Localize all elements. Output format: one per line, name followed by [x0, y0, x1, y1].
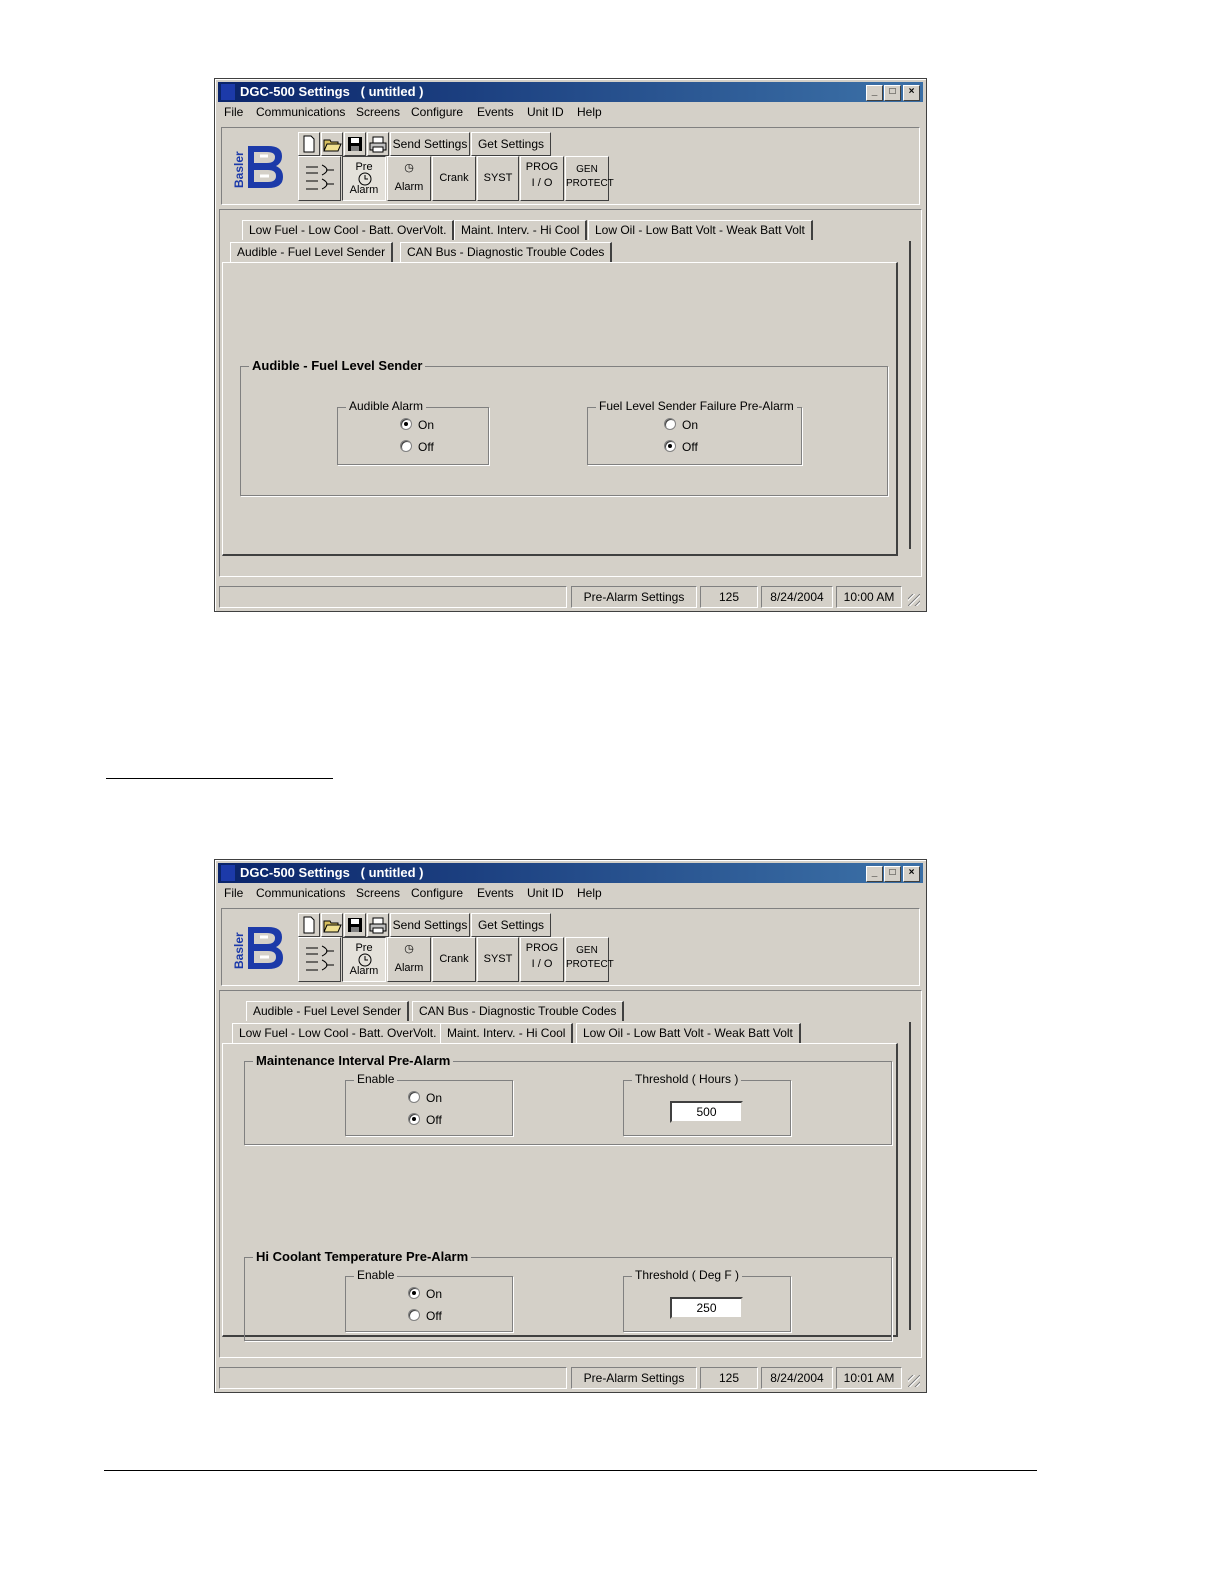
save-file-button[interactable]	[344, 132, 366, 156]
status-bar	[219, 586, 922, 608]
crank-screen-button[interactable]: Crank	[432, 937, 476, 982]
status-screen-name: Pre-Alarm Settings	[571, 1367, 697, 1389]
maximize-button[interactable]: □	[884, 866, 901, 882]
radio-label: Off	[426, 1113, 442, 1127]
client-area	[219, 209, 922, 577]
gen-protect-screen-button[interactable]	[565, 156, 614, 201]
status-date: 8/24/2004	[761, 1367, 833, 1389]
maint-threshold-label: Threshold ( Hours )	[632, 1072, 741, 1086]
prog-label: PROG	[525, 161, 559, 173]
status-screen-name: Pre-Alarm Settings	[571, 586, 697, 608]
gen-protect-screen-button[interactable]	[565, 937, 614, 982]
radio-label: On	[426, 1091, 443, 1105]
coolant-on-radio[interactable]	[408, 1287, 442, 1301]
basler-logo	[230, 923, 286, 973]
open-file-button[interactable]	[321, 132, 343, 156]
radio-button[interactable]	[408, 1287, 420, 1299]
maint-off-radio[interactable]	[408, 1113, 442, 1127]
gen-label: GEN	[576, 164, 598, 175]
menu-help[interactable]: Help	[577, 886, 602, 900]
menu-configure[interactable]: Configure	[411, 886, 464, 900]
maint-threshold-group	[623, 1072, 791, 1136]
tab-low-fuel[interactable]: Low Fuel - Low Cool - Batt. OverVolt.	[232, 1023, 444, 1043]
coolant-threshold-input[interactable]: 250	[670, 1297, 743, 1319]
logo-text: Basler	[232, 932, 246, 969]
save-disk-icon	[345, 133, 365, 155]
radio-label: Off	[418, 440, 434, 454]
alarm-screen-button[interactable]	[387, 937, 431, 982]
maint-on-radio[interactable]	[408, 1091, 442, 1105]
send-settings-button[interactable]: Send Settings	[390, 913, 470, 937]
coolant-threshold-group	[623, 1268, 791, 1332]
tab-can-bus[interactable]: CAN Bus - Diagnostic Trouble Codes	[400, 242, 612, 262]
close-button[interactable]: ×	[903, 866, 920, 882]
coolant-enable-group	[345, 1268, 513, 1332]
status-value: 125	[700, 1367, 758, 1389]
radio-button[interactable]	[664, 440, 676, 452]
open-file-button[interactable]	[321, 913, 343, 937]
logic-gate-icon	[302, 161, 338, 197]
resize-grip[interactable]	[908, 594, 920, 606]
alarm-label: Alarm	[394, 181, 424, 193]
menu-unit-id[interactable]: Unit ID	[527, 886, 564, 900]
menu-help[interactable]: Help	[577, 105, 602, 119]
resize-grip[interactable]	[908, 1375, 920, 1387]
io-label: I / O	[531, 958, 553, 970]
tab-can-bus[interactable]: CAN Bus - Diagnostic Trouble Codes	[412, 1001, 624, 1021]
section-rule	[106, 778, 333, 779]
logic-screen-button[interactable]	[298, 156, 341, 201]
send-settings-button[interactable]: Send Settings	[390, 132, 470, 156]
tab-low-oil[interactable]: Low Oil - Low Batt Volt - Weak Batt Volt	[576, 1023, 801, 1043]
crank-screen-button[interactable]: Crank	[432, 156, 476, 201]
tab-maint-interv[interactable]: Maint. Interv. - Hi Cool	[454, 220, 587, 240]
coolant-threshold-label: Threshold ( Deg F )	[632, 1268, 742, 1282]
new-file-button[interactable]	[298, 913, 320, 937]
print-button[interactable]	[367, 132, 389, 156]
app-icon	[221, 865, 235, 881]
coolant-off-radio[interactable]	[408, 1309, 442, 1323]
audible-alarm-label: Audible Alarm	[346, 399, 426, 413]
maximize-button[interactable]: □	[884, 85, 901, 101]
client-area	[219, 990, 922, 1358]
menu-events[interactable]: Events	[477, 886, 514, 900]
status-date: 8/24/2004	[761, 586, 833, 608]
status-time: 10:01 AM	[836, 1367, 902, 1389]
prog-io-screen-button[interactable]	[520, 156, 564, 201]
pre-alarm-screen-button[interactable]	[342, 156, 386, 201]
window-title: DGC-500 Settings ( untitled )	[240, 865, 424, 880]
new-file-button[interactable]	[298, 132, 320, 156]
get-settings-button[interactable]: Get Settings	[471, 913, 551, 937]
tab-audible-fuel-sender[interactable]: Audible - Fuel Level Sender	[246, 1001, 409, 1021]
fuel-sender-failure-group	[587, 399, 802, 465]
menu-file[interactable]: File	[224, 886, 244, 900]
syst-screen-button[interactable]: SYST	[477, 937, 519, 982]
pre-alarm-label-top: Pre	[355, 942, 373, 954]
settings-window-1	[214, 78, 927, 612]
radio-label: Off	[682, 440, 698, 454]
protect-label: PROTECT	[566, 959, 614, 970]
close-button[interactable]: ×	[903, 85, 920, 101]
menu-communications[interactable]: Communications	[256, 105, 346, 119]
printer-icon	[368, 914, 388, 936]
menu-configure[interactable]: Configure	[411, 105, 464, 119]
hi-coolant-title: Hi Coolant Temperature Pre-Alarm	[253, 1249, 471, 1264]
clock-icon	[358, 953, 372, 967]
syst-screen-button[interactable]: SYST	[477, 156, 519, 201]
clock-icon	[358, 172, 372, 186]
save-disk-icon	[345, 914, 365, 936]
menu-screens[interactable]: Screens	[356, 105, 401, 119]
menu-events[interactable]: Events	[477, 105, 514, 119]
radio-label: On	[418, 418, 435, 432]
maintenance-interval-title: Maintenance Interval Pre-Alarm	[253, 1053, 453, 1068]
menu-file[interactable]: File	[224, 105, 244, 119]
protect-label: PROTECT	[566, 178, 614, 189]
radio-button[interactable]	[408, 1309, 420, 1321]
alarm-screen-button[interactable]	[387, 156, 431, 201]
radio-button[interactable]	[664, 418, 676, 430]
radio-button[interactable]	[408, 1091, 420, 1103]
save-file-button[interactable]	[344, 913, 366, 937]
tab-low-fuel[interactable]: Low Fuel - Low Cool - Batt. OverVolt.	[242, 220, 454, 240]
fuel-sender-off-radio[interactable]	[664, 440, 698, 454]
toolbar	[221, 127, 920, 205]
menu-unit-id[interactable]: Unit ID	[527, 105, 564, 119]
radio-label: Off	[426, 1309, 442, 1323]
maint-enable-label: Enable	[354, 1072, 397, 1086]
prog-label: PROG	[525, 942, 559, 954]
audible-fuel-sender-group	[240, 358, 888, 496]
audible-on-radio[interactable]	[400, 418, 434, 432]
menu-screens[interactable]: Screens	[356, 886, 401, 900]
prog-io-screen-button[interactable]	[520, 937, 564, 982]
logic-gate-icon	[302, 942, 338, 978]
alarm-label: Alarm	[394, 962, 424, 974]
alarm-clock-glyph: ◷	[404, 162, 414, 174]
minimize-button[interactable]: _	[866, 866, 883, 882]
logo-text: Basler	[232, 151, 246, 188]
app-icon	[221, 84, 235, 100]
title-bar[interactable]	[218, 863, 923, 883]
radio-label: On	[682, 418, 699, 432]
tab-label: Maint. Interv. - Hi Cool	[447, 1026, 566, 1040]
io-label: I / O	[531, 177, 553, 189]
status-time: 10:00 AM	[836, 586, 902, 608]
maint-enable-group	[345, 1072, 513, 1136]
radio-button[interactable]	[400, 440, 412, 452]
status-bar	[219, 1367, 922, 1389]
tab-label: Audible - Fuel Level Sender	[237, 245, 386, 259]
get-settings-button[interactable]: Get Settings	[471, 132, 551, 156]
fuel-sender-on-radio[interactable]	[664, 418, 698, 432]
status-panel-empty	[219, 586, 567, 608]
radio-button[interactable]	[408, 1113, 420, 1125]
status-panel-empty	[219, 1367, 567, 1389]
pre-alarm-label-bottom: Alarm	[349, 184, 379, 196]
radio-button[interactable]	[400, 418, 412, 430]
title-bar[interactable]	[218, 82, 923, 102]
open-folder-icon	[322, 133, 342, 155]
logic-screen-button[interactable]	[298, 937, 341, 982]
new-file-icon	[299, 914, 319, 936]
basler-logo	[230, 142, 286, 192]
group-title: Audible - Fuel Level Sender	[249, 358, 425, 373]
pre-alarm-label-bottom: Alarm	[349, 965, 379, 977]
status-value: 125	[700, 586, 758, 608]
audible-off-radio[interactable]	[400, 440, 434, 454]
settings-window-2	[214, 859, 927, 1393]
alarm-clock-glyph: ◷	[404, 943, 414, 955]
open-folder-icon	[322, 914, 342, 936]
minimize-button[interactable]: _	[866, 85, 883, 101]
hi-coolant-group	[244, 1249, 892, 1341]
coolant-enable-label: Enable	[354, 1268, 397, 1282]
footer-rule	[104, 1470, 1037, 1471]
pre-alarm-label-top: Pre	[355, 161, 373, 173]
gen-label: GEN	[576, 945, 598, 956]
toolbar	[221, 908, 920, 986]
tab-low-oil[interactable]: Low Oil - Low Batt Volt - Weak Batt Volt	[588, 220, 813, 240]
new-file-icon	[299, 133, 319, 155]
print-button[interactable]	[367, 913, 389, 937]
window-title: DGC-500 Settings ( untitled )	[240, 84, 424, 99]
pre-alarm-screen-button[interactable]	[342, 937, 386, 982]
printer-icon	[368, 133, 388, 155]
audible-alarm-group	[337, 399, 489, 465]
radio-label: On	[426, 1287, 443, 1301]
maint-threshold-input[interactable]: 500	[670, 1101, 743, 1123]
menu-communications[interactable]: Communications	[256, 886, 346, 900]
maintenance-interval-group	[244, 1053, 892, 1145]
fuel-sender-failure-label: Fuel Level Sender Failure Pre-Alarm	[596, 399, 797, 413]
